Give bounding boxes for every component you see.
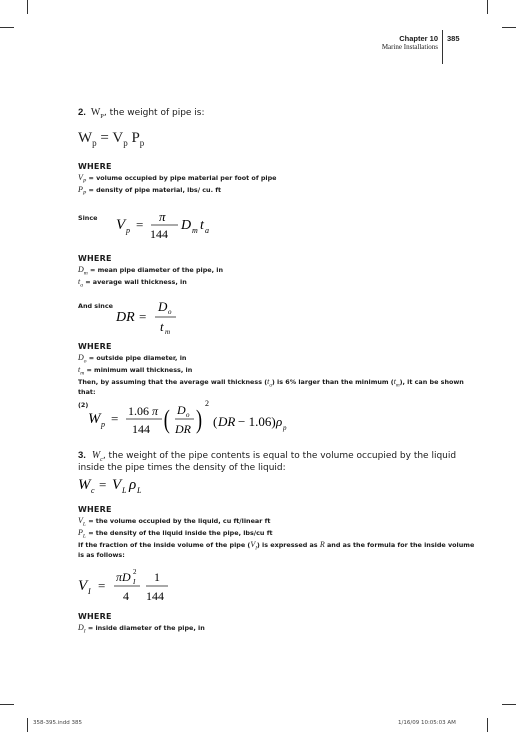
- svg-text:π: π: [159, 209, 166, 224]
- svg-text:2: 2: [133, 568, 137, 576]
- svg-text:L: L: [137, 486, 142, 495]
- crop-mark: [0, 704, 14, 705]
- svg-text:o: o: [186, 411, 190, 419]
- svg-text:V: V: [78, 578, 88, 594]
- since-label: Since: [78, 214, 98, 222]
- where-heading: WHERE: [78, 254, 112, 263]
- fraction-statement-line2: is as follows:: [78, 551, 125, 559]
- item-text: , the weight of the pipe contents is equal to the volume occupied by the liquid: [102, 451, 457, 461]
- where-heading: WHERE: [78, 342, 112, 351]
- svg-text:L: L: [122, 486, 127, 495]
- equation-wc: [76, 472, 156, 496]
- equation-wp-vp-pp: $W_p = V_p$ $P_p$: [78, 130, 145, 148]
- item-text: , the weight of pipe is:: [103, 108, 205, 118]
- equation-vi: [76, 562, 186, 608]
- svg-text:(: (: [163, 404, 170, 434]
- svg-text:=: =: [111, 411, 119, 426]
- footer-date: 1/16/09 10:05:03 AM: [398, 720, 456, 726]
- svg-text:I: I: [88, 587, 91, 596]
- svg-text:DR: DR: [175, 422, 191, 436]
- svg-text:W: W: [78, 477, 91, 493]
- crop-mark: [27, 0, 28, 14]
- section-label: Marine Installations: [381, 43, 438, 51]
- def-di: $D_I$ = inside diameter of the pipe, in: [78, 623, 205, 635]
- svg-text:p: p: [126, 226, 130, 235]
- def-pp: $P_P$ = density of pipe material, lbs/ cu. ft: [78, 185, 222, 197]
- symbol-wp: $W_P$: [90, 107, 104, 120]
- crop-mark: [502, 704, 516, 705]
- equation-wp-full: [84, 395, 294, 443]
- item-2-heading: [78, 107, 205, 120]
- fraction-statement: If the fraction of the inside volume of the pipe $(V_I)$ is expressed as R and as the formula for the inside volume: [78, 540, 475, 552]
- svg-text:V: V: [112, 477, 122, 493]
- svg-text:D: D: [181, 218, 192, 233]
- crop-mark: [0, 27, 14, 28]
- svg-text:t: t: [160, 319, 164, 334]
- equation-number: (2): [78, 401, 89, 409]
- crop-mark: [487, 718, 488, 732]
- svg-text:I: I: [133, 578, 136, 586]
- svg-text:π: π: [152, 404, 159, 418]
- svg-text:a: a: [205, 226, 209, 235]
- def-ta: $t_a$ = average wall thickness, in: [78, 277, 187, 289]
- svg-text:4: 4: [123, 589, 129, 603]
- and-since-label: And since: [78, 302, 113, 310]
- svg-text:1: 1: [154, 570, 160, 584]
- svg-text:DR: DR: [116, 310, 135, 325]
- svg-text:=: =: [98, 578, 106, 593]
- svg-text:ρ: ρ: [129, 477, 137, 493]
- then-statement: Then, by assuming that the average wall thickness $(t_a)$ is 6% larger than the minimum $(t_m)$, it can be shown: [78, 377, 464, 389]
- svg-text:D: D: [158, 299, 168, 314]
- footer-file-info: 358-395.indd 385: [33, 720, 82, 726]
- symbol-wc: $W_c$: [91, 450, 103, 463]
- def-pl: $P_L$ = the density of the liquid inside the pipe, lbs/cu ft: [78, 528, 273, 540]
- svg-text:=: =: [99, 477, 107, 492]
- where-heading: WHERE: [78, 162, 112, 171]
- svg-text:D: D: [177, 403, 186, 417]
- svg-text:): ): [196, 404, 203, 434]
- item-number: 2.: [78, 107, 86, 118]
- svg-text:p: p: [283, 424, 287, 432]
- equation-vp: [112, 205, 222, 247]
- svg-text:ρ: ρ: [276, 414, 283, 429]
- page-number: 385: [447, 34, 460, 43]
- def-tm: $t_m$ = minimum wall thickness, in: [78, 365, 193, 377]
- svg-text:W: W: [88, 411, 101, 427]
- where-heading: WHERE: [78, 505, 112, 514]
- svg-text:(: (: [213, 414, 218, 429]
- svg-text:DR: DR: [218, 414, 236, 429]
- def-vp: $V_P$ = volume occupied by pipe material per foot of pipe: [78, 173, 277, 185]
- equation-dr: [114, 297, 194, 339]
- item-3-heading: [78, 450, 456, 463]
- svg-text:t: t: [200, 218, 204, 233]
- svg-text:m: m: [165, 328, 171, 336]
- svg-text:p: p: [101, 420, 105, 429]
- svg-text:=: =: [136, 217, 144, 232]
- svg-text:144: 144: [146, 589, 164, 603]
- svg-text:144: 144: [150, 227, 168, 241]
- svg-text:πD: πD: [116, 570, 131, 584]
- svg-text:m: m: [192, 226, 198, 235]
- then-statement-line2: that:: [78, 388, 96, 396]
- chapter-label: Chapter 10: [399, 34, 438, 43]
- item-number: 3.: [78, 450, 86, 461]
- crop-mark: [487, 0, 488, 14]
- svg-text:144: 144: [132, 422, 150, 436]
- svg-text:1.06: 1.06: [128, 404, 149, 418]
- header-divider: [442, 30, 443, 64]
- crop-mark: [502, 27, 516, 28]
- def-do: $D_o$ = outside pipe diameter, in: [78, 353, 187, 365]
- def-vl: $V_L$ = the volume occupied by the liquid, cu ft/linear ft: [78, 516, 271, 528]
- svg-text:− 1.06): − 1.06): [238, 414, 276, 429]
- svg-text:V: V: [116, 217, 126, 233]
- item-3-text-line2: inside the pipe times the density of the liquid:: [78, 463, 286, 473]
- svg-text:=: =: [139, 309, 147, 324]
- svg-text:2: 2: [205, 399, 209, 408]
- where-heading: WHERE: [78, 612, 112, 621]
- crop-mark: [27, 718, 28, 732]
- def-dm: $D_m$ = mean pipe diameter of the pipe, in: [78, 265, 224, 277]
- svg-text:o: o: [168, 308, 172, 316]
- svg-text:c: c: [91, 486, 95, 495]
